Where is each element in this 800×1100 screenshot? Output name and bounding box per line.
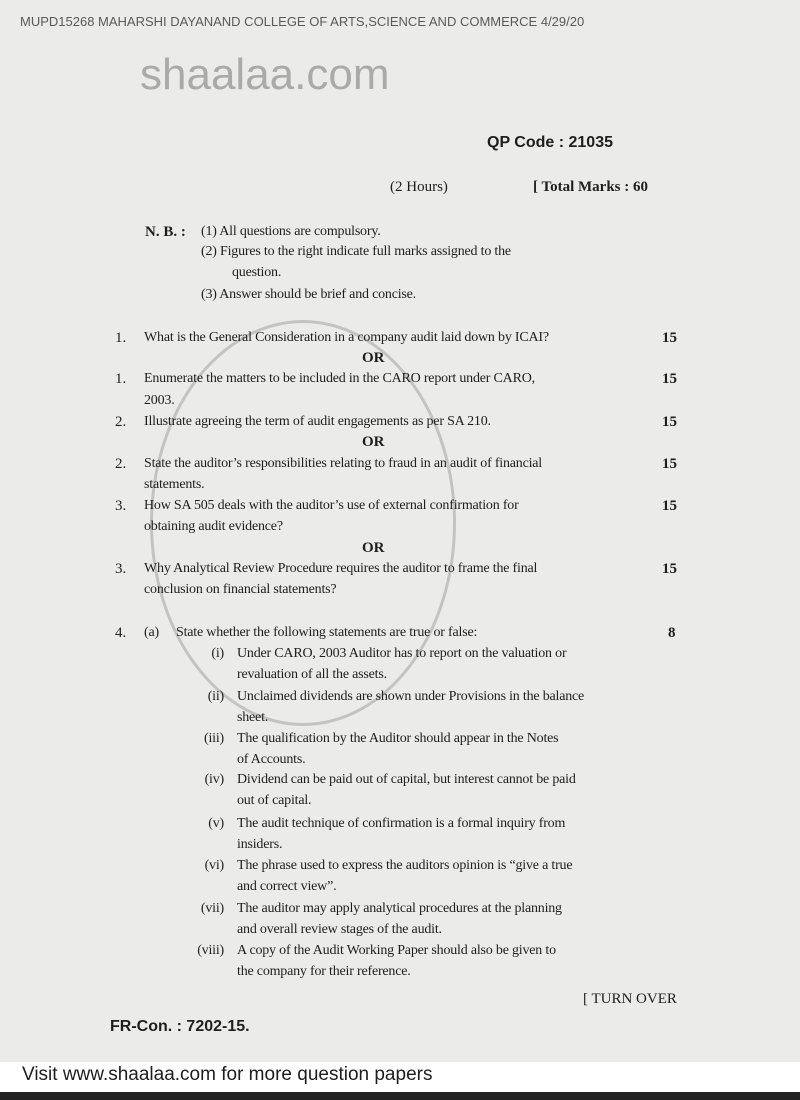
- note-item: (1) All questions are compulsory.: [201, 224, 381, 239]
- question-text: obtaining audit evidence?: [144, 519, 283, 534]
- statement-text: and correct view”.: [237, 879, 337, 894]
- statement-number: (v): [208, 816, 224, 831]
- statement-text: sheet.: [237, 710, 269, 725]
- nb-label: N. B. :: [145, 224, 186, 240]
- or-divider: OR: [362, 540, 385, 556]
- note-item: (2) Figures to the right indicate full marks assigned to the: [201, 244, 511, 259]
- question-text: Illustrate agreeing the term of audit engagements as per SA 210.: [144, 414, 491, 429]
- statement-number: (vii): [200, 901, 224, 916]
- question-number: 1.: [115, 371, 127, 387]
- question-marks: 15: [662, 456, 677, 472]
- statement-number: (viii): [197, 943, 224, 958]
- statement-text: Dividend can be paid out of capital, but interest cannot be paid: [237, 772, 576, 787]
- statement-text: out of capital.: [237, 793, 312, 808]
- question-text: statements.: [144, 477, 205, 492]
- question-text: conclusion on financial statements?: [144, 582, 337, 597]
- duration: (2 Hours): [390, 179, 448, 195]
- question-marks: 8: [668, 625, 676, 641]
- fr-con-code: FR-Con. : 7202-15.: [110, 1018, 250, 1035]
- question-marks: 15: [662, 330, 677, 346]
- question-text: How SA 505 deals with the auditor’s use of external confirmation for: [144, 498, 519, 513]
- statement-text: and overall review stages of the audit.: [237, 922, 442, 937]
- question-marks: 15: [662, 561, 677, 577]
- or-divider: OR: [362, 350, 385, 366]
- statement-text: revaluation of all the assets.: [237, 667, 387, 682]
- note-item: question.: [232, 265, 282, 280]
- question-marks: 15: [662, 371, 677, 387]
- statement-number: (iii): [204, 731, 224, 746]
- statement-text: the company for their reference.: [237, 964, 411, 979]
- question-text: What is the General Consideration in a company audit laid down by ICAI?: [144, 330, 549, 345]
- statement-text: The audit technique of confirmation is a formal inquiry from: [237, 816, 566, 831]
- note-item: (3) Answer should be brief and concise.: [201, 287, 416, 302]
- statement-text: insiders.: [237, 837, 283, 852]
- turn-over: [ TURN OVER: [583, 991, 677, 1007]
- question-marks: 15: [662, 498, 677, 514]
- statement-text: The phrase used to express the auditors opinion is “give a true: [237, 858, 573, 873]
- question-number: 3.: [115, 561, 127, 577]
- statement-number: (iv): [204, 772, 224, 787]
- question-text: 2003.: [144, 393, 175, 408]
- question-text: State the auditor’s responsibilities relating to fraud in an audit of financial: [144, 456, 543, 471]
- qp-code: QP Code : 21035: [487, 134, 613, 151]
- stamp-watermark: shaalaa.com: [140, 50, 390, 99]
- question-number: 2.: [115, 414, 127, 430]
- statement-text: of Accounts.: [237, 752, 306, 767]
- footer-bar: [0, 1062, 800, 1092]
- question-number: 4.: [115, 625, 127, 641]
- statement-text: A copy of the Audit Working Paper should also be given to: [237, 943, 556, 958]
- question-text: State whether the following statements are true or false:: [176, 625, 478, 640]
- question-number: 2.: [115, 456, 127, 472]
- question-number: 3.: [115, 498, 127, 514]
- scan-edge: [0, 1092, 800, 1100]
- statement-text: The auditor may apply analytical procedures at the planning: [237, 901, 562, 916]
- or-divider: OR: [362, 434, 385, 450]
- question-text: Why Analytical Review Procedure requires the auditor to frame the final: [144, 561, 538, 576]
- footer-link-text: Visit www.shaalaa.com for more question papers: [22, 1064, 433, 1085]
- statement-number: (i): [211, 646, 224, 661]
- question-number: 1.: [115, 330, 127, 346]
- question-part: (a): [144, 625, 159, 640]
- diagonal-watermark: MUPD15268 MAHARSHI DAYANAND COLLEGE OF ARTS,SCIENCE AND COMMERCE 4/29/20: [20, 14, 585, 29]
- statement-text: Under CARO, 2003 Auditor has to report on the valuation or: [237, 646, 567, 661]
- question-text: Enumerate the matters to be included in the CARO report under CARO,: [144, 371, 535, 386]
- statement-text: The qualification by the Auditor should appear in the Notes: [237, 731, 559, 746]
- statement-number: (ii): [207, 689, 224, 704]
- statement-text: Unclaimed dividends are shown under Provisions in the balance: [237, 689, 585, 704]
- question-marks: 15: [662, 414, 677, 430]
- total-marks: [ Total Marks : 60: [533, 179, 649, 195]
- statement-number: (vi): [204, 858, 224, 873]
